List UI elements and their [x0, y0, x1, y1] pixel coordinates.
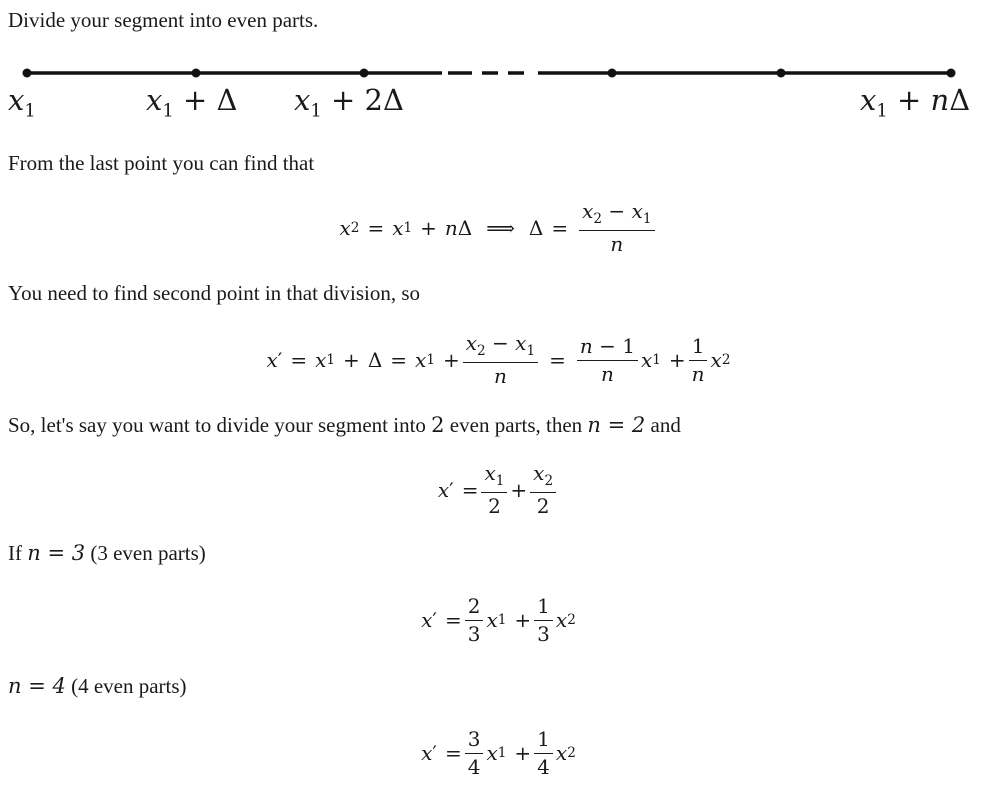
text-four-parts: n = 4 (4 even parts) [8, 674, 187, 698]
segment-label-x1-plus-delta: $x_1 + \Delta$ [146, 83, 238, 122]
equation-2: x ′ = x 1 + Δ = x 1 + $\frac{x_2 - x_1}{n}$ = $\frac{n - 1}{n}$ x 1 + $\frac{1}{n}$ x 2 [266, 331, 731, 388]
intro-text: Divide your segment into even parts. [8, 8, 319, 32]
segment-point [777, 69, 786, 78]
text-last-point: From the last point you can find that [8, 151, 315, 175]
text-three-parts: If n = 3 (3 even parts) [8, 541, 206, 565]
segment-point [360, 69, 369, 78]
text-two-parts: So, let's say you want to divide your segment into 2 even parts, then n = 2 and [8, 413, 681, 437]
segment-point [608, 69, 617, 78]
equation-4: x ′ = $\frac{2}{3}$ x 1 + $\frac{1}{3}$ x 2 [421, 593, 576, 646]
segment-label-x1-plus-2delta: $x_1 + 2\Delta$ [294, 83, 404, 122]
equation-1: x 2 = x 1 + n Δ ⟹ Δ = $\frac{x_2 - x_1}{n}$ [0, 200, 997, 256]
text-second-point: You need to find second point in that division, so [8, 281, 421, 305]
segment-point [192, 69, 201, 78]
segment-label-x1-plus-ndelta: $x_1 + n\Delta$ [860, 83, 971, 122]
segment-label-x1: $x_1$ [8, 83, 36, 122]
segment-point [947, 69, 956, 78]
equation-3: x ′ = $\frac{x_1}{2}$ + $\frac{x_2}{2}$ [0, 462, 997, 518]
equation-5: x ′ = $\frac{3}{4}$ x 1 + $\frac{1}{4}$ x 2 [421, 726, 576, 779]
segment-point [23, 69, 32, 78]
